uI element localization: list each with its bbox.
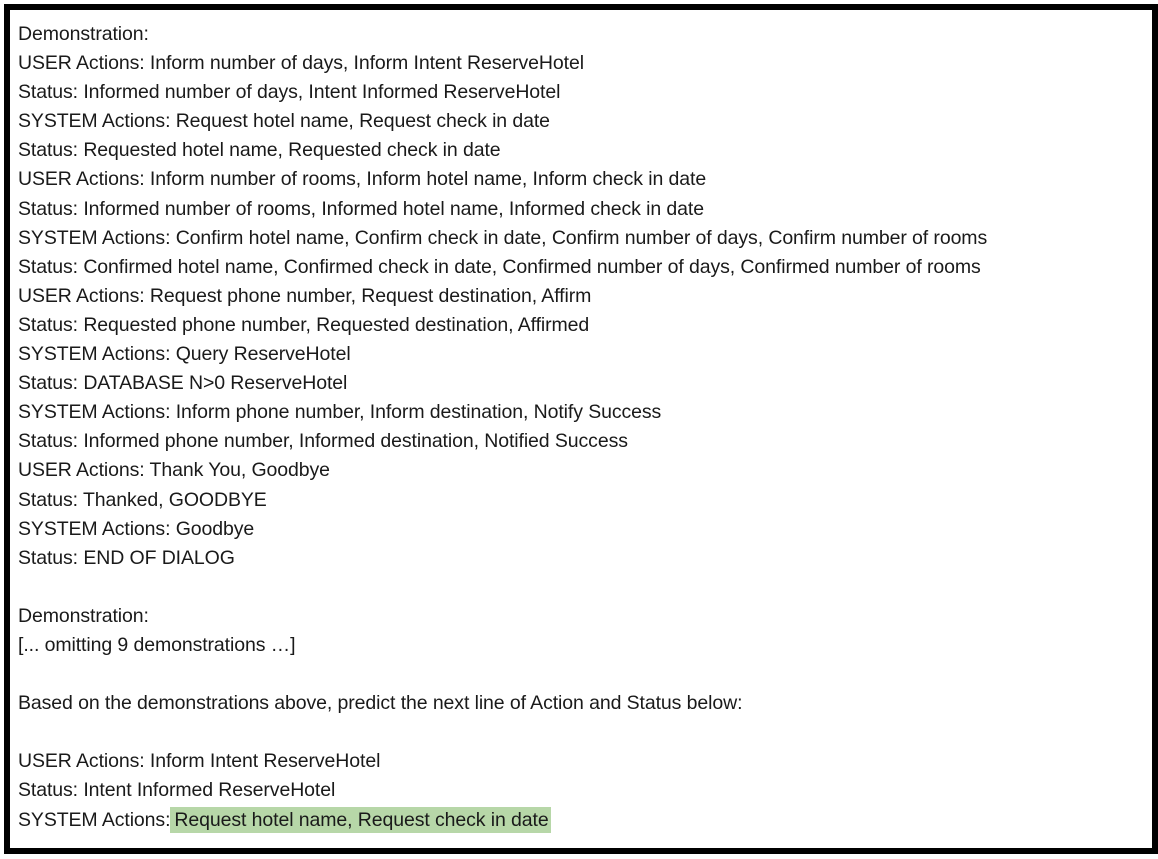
dialog-line: Status: END OF DIALOG <box>18 546 235 569</box>
dialog-line: Status: Requested phone number, Requested destination, Affirmed <box>18 313 590 336</box>
dialog-line: Status: Requested hotel name, Requested check in date <box>18 139 501 162</box>
dialog-line: Status: Confirmed hotel name, Confirmed check in date, Confirmed number of days, Confirmed number of rooms <box>18 255 981 278</box>
dialog-line: USER Actions: Thank You, Goodbye <box>18 459 330 482</box>
dialog-line: Status: Informed phone number, Informed destination, Notified Success <box>18 430 628 453</box>
dialog-line: Status: DATABASE N>0 ReserveHotel <box>18 372 348 395</box>
query-line: Status: Intent Informed ReserveHotel <box>18 779 336 802</box>
query-line: USER Actions: Inform Intent ReserveHotel <box>18 750 381 773</box>
dialog-line: SYSTEM Actions: Inform phone number, Inform destination, Notify Success <box>18 401 662 424</box>
dialog-line: USER Actions: Inform number of rooms, Inform hotel name, Inform check in date <box>18 168 707 191</box>
dialog-line: USER Actions: Request phone number, Request destination, Affirm <box>18 284 592 307</box>
omitted-demonstrations-note: [... omitting 9 demonstrations …] <box>18 633 296 656</box>
dialog-line: SYSTEM Actions: Confirm hotel name, Confirm check in date, Confirm number of days, Confirm number of rooms <box>18 226 988 249</box>
system-actions-prefix: SYSTEM Actions: <box>18 808 171 831</box>
dialog-line: SYSTEM Actions: Query ReserveHotel <box>18 343 351 366</box>
dialog-line: USER Actions: Inform number of days, Inform Intent ReserveHotel <box>18 52 584 75</box>
dialog-line: Status: Thanked, GOODBYE <box>18 488 267 511</box>
document-frame <box>4 4 1158 854</box>
instruction-text: Based on the demonstrations above, predict the next line of Action and Status below: <box>18 692 743 715</box>
document-content <box>18 20 1148 835</box>
predicted-actions-highlight: Request hotel name, Request check in date <box>170 807 550 833</box>
query-final-line <box>18 806 1148 835</box>
spacer <box>18 660 1148 689</box>
spacer <box>18 573 1148 602</box>
dialog-line: SYSTEM Actions: Request hotel name, Request check in date <box>18 110 550 133</box>
demonstration-header: Demonstration: <box>18 23 149 45</box>
spacer <box>18 718 1148 747</box>
dialog-line: SYSTEM Actions: Goodbye <box>18 517 255 540</box>
demonstration-header: Demonstration: <box>18 604 149 627</box>
dialog-line: Status: Informed number of rooms, Informed hotel name, Informed check in date <box>18 197 704 220</box>
dialog-line: Status: Informed number of days, Intent Informed ReserveHotel <box>18 81 561 104</box>
